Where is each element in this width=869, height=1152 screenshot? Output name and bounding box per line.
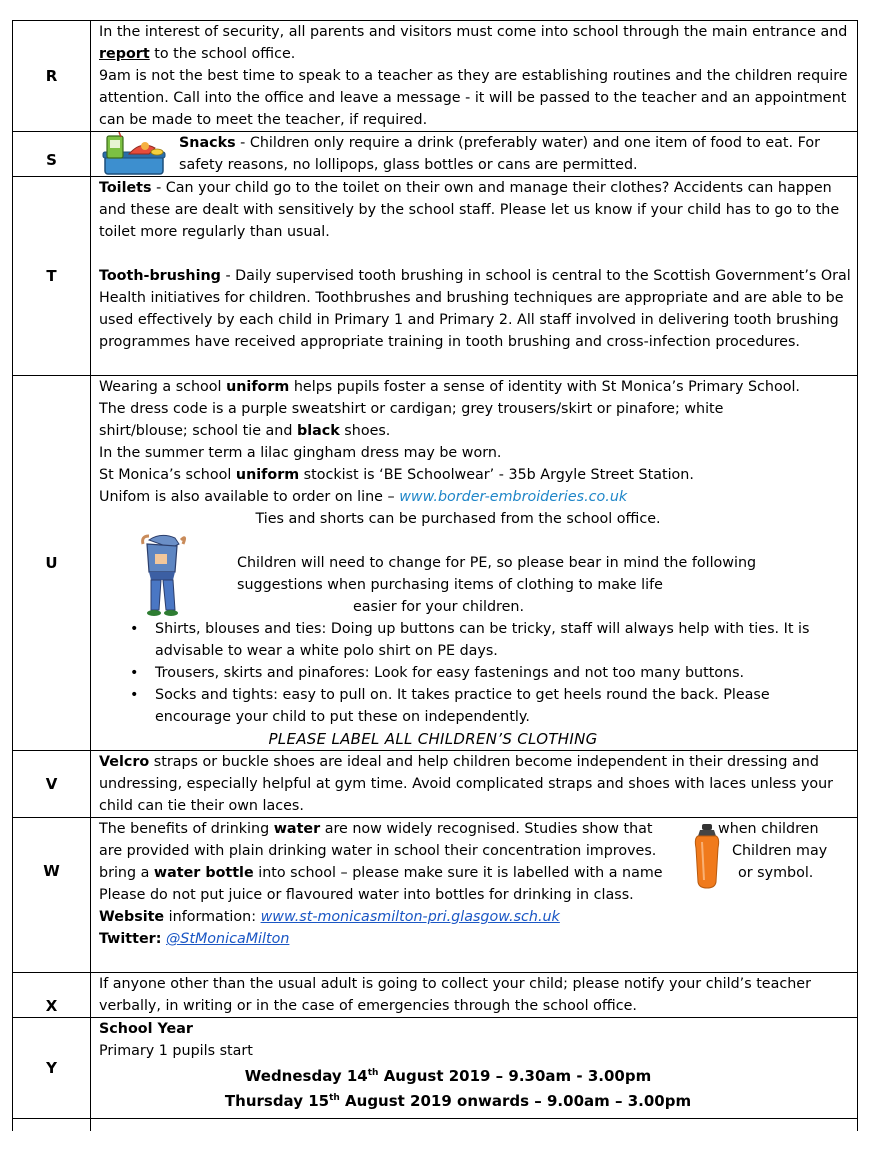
- water-right-text-1: when children: [718, 821, 819, 837]
- row-continuation: [13, 1119, 858, 1132]
- lunchbox-icon: [99, 132, 171, 176]
- label-clothing-notice: PLEASE LABEL ALL CHILDREN’S CLOTHING: [268, 730, 598, 748]
- snacks-text: Snacks - Children only require a drink (preferably water) and one item of food to eat. For safety reasons, no lollipops, glass bottles or cans are permitted.: [179, 135, 820, 173]
- letter-y: Y: [13, 1018, 91, 1119]
- letter-w: W: [13, 818, 91, 973]
- water-right-text-2: Children may: [732, 843, 828, 859]
- summer-dress-text: In the summer term a lilac gingham dress may be worn.: [99, 445, 502, 461]
- list-item: • Socks and tights: easy to pull on. It takes practice to get heels round the back. Please encourage your child to put these on independently.: [155, 684, 849, 728]
- start-date-2: Thursday 15th August 2019 onwards – 9.00am – 3.00pm: [224, 1092, 692, 1110]
- ties-shorts-text: Ties and shorts can be purchased from the school office.: [255, 511, 661, 527]
- content-y: [91, 1018, 858, 1119]
- content-r: [91, 21, 858, 132]
- content-v: [91, 751, 858, 818]
- child-dressing-icon: [131, 530, 191, 618]
- row-s: [13, 132, 858, 177]
- content-x: [91, 973, 858, 1018]
- a-to-z-guide-table: [12, 20, 858, 1131]
- uniform-intro: Wearing a school uniform helps pupils foster a sense of identity with St Monica’s Primary School.: [99, 379, 800, 395]
- online-order-text: Unifom is also available to order on line – www.border-embroideries.co.uk: [99, 489, 628, 505]
- p1-start-text: Primary 1 pupils start: [99, 1043, 253, 1059]
- toilets-text: Toilets - Can your child go to the toilet on their own and manage their clothes? Accidents can happen and these are dealt with sensitively by the school staff. Please let us know if your child has to go to the toilet more regularly than usual.: [99, 180, 840, 240]
- water-right-text-3: or symbol.: [738, 865, 814, 881]
- content-t: [91, 177, 858, 376]
- water-benefits-text: The benefits of drinking water are now widely recognised. Studies show that: [99, 821, 653, 837]
- twitter-link[interactable]: @StMonicaMilton: [165, 931, 290, 947]
- letter-r: R: [13, 21, 91, 132]
- letter-t: T: [13, 177, 91, 376]
- letter-u: U: [13, 376, 91, 751]
- clothing-tips-list: [99, 618, 857, 728]
- velcro-text: Velcro straps or buckle shoes are ideal and help children become independent in their dressing and undressing, especially helpful at gym time. Avoid complicated straps and shoes with laces unless your child can tie their own laces.: [99, 754, 834, 814]
- row-t: [13, 177, 858, 376]
- content-s: [91, 132, 858, 177]
- row-y: [13, 1018, 858, 1119]
- school-website-link[interactable]: www.st-monicasmilton-pri.glasgow.sch.uk: [260, 909, 560, 925]
- letter-x: X: [13, 973, 91, 1018]
- letter-v: V: [13, 751, 91, 818]
- row-x: [13, 973, 858, 1018]
- row-r: [13, 21, 858, 132]
- row-u: [13, 376, 858, 751]
- row-w: [13, 818, 858, 973]
- collection-text: If anyone other than the usual adult is going to collect your child; please notify your child’s teacher verbally, in writing or in the case of emergencies through the school office.: [99, 976, 811, 1014]
- tooth-brushing-text: Tooth-brushing - Daily supervised tooth brushing in school is central to the Scottish Government’s Oral Health initiatives for children. Toothbrushes and brushing techniques are appropriate and are able to be used effectively by each child in Primary 1 and Primary 2. All staff involved in delivering tooth brushing programmes have received appropriate training in tooth brushing and cross-infection procedures.: [99, 268, 851, 350]
- start-date-1: Wednesday 14th August 2019 – 9.30am - 3.00pm: [244, 1067, 652, 1085]
- teacher-time-text: 9am is not the best time to speak to a teacher as they are establishing routines and the children require attention. Call into the office and leave a message - it will be passed to the teacher and an appointment can be made to meet the teacher, if required.: [99, 68, 848, 128]
- content-u: [91, 376, 858, 751]
- content-w: The benefits of drinking water are now widely recognised. Studies show that are provided with plain drinking water in school their concentration improves. bring a water bottle into school – please make sure it is labelled with a name when children Children may or symbol. Please do not put juice or flavoured water into bottles for drinking in class. Website information: www.st-monicasmilton-pri.glasgow.sch.uk Twitter: @StMonicaMilton: [91, 818, 858, 973]
- pe-notice: Children will need to change for PE, so please bear in mind the following suggestions when purchasing items of clothing to make life easier for your children.: [237, 555, 757, 615]
- website-info: Website information: www.st-monicasmilton-pri.glasgow.sch.uk: [99, 909, 560, 925]
- embroideries-link[interactable]: www.border-embroideries.co.uk: [399, 489, 628, 505]
- row-v: [13, 751, 858, 818]
- dress-code-text: The dress code is a purple sweatshirt or cardigan; grey trousers/skirt or pinafore; white shirt/blouse; school tie and black shoes.: [99, 401, 724, 439]
- list-item: • Trousers, skirts and pinafores: Look for easy fastenings and not too many buttons.: [155, 662, 849, 684]
- list-item: • Shirts, blouses and ties: Doing up buttons can be tricky, staff will always help with ties. It is advisable to wear a white polo shirt on PE days.: [155, 618, 849, 662]
- security-text: In the interest of security, all parents and visitors must come into school through the main entrance and report to the school office.: [99, 24, 848, 62]
- report-word: report: [99, 46, 150, 62]
- school-year-title: School Year: [99, 1021, 193, 1037]
- water-bottle-text: bring a water bottle into school – please make sure it is labelled with a name: [99, 865, 663, 881]
- stockist-text: St Monica’s school uniform stockist is ‘BE Schoolwear’ - 35b Argyle Street Station.: [99, 467, 694, 483]
- no-juice-text: Please do not put juice or flavoured water into bottles for drinking in class.: [99, 887, 634, 903]
- twitter-info: Twitter: @StMonicaMilton: [99, 931, 290, 947]
- letter-s: S: [13, 132, 91, 177]
